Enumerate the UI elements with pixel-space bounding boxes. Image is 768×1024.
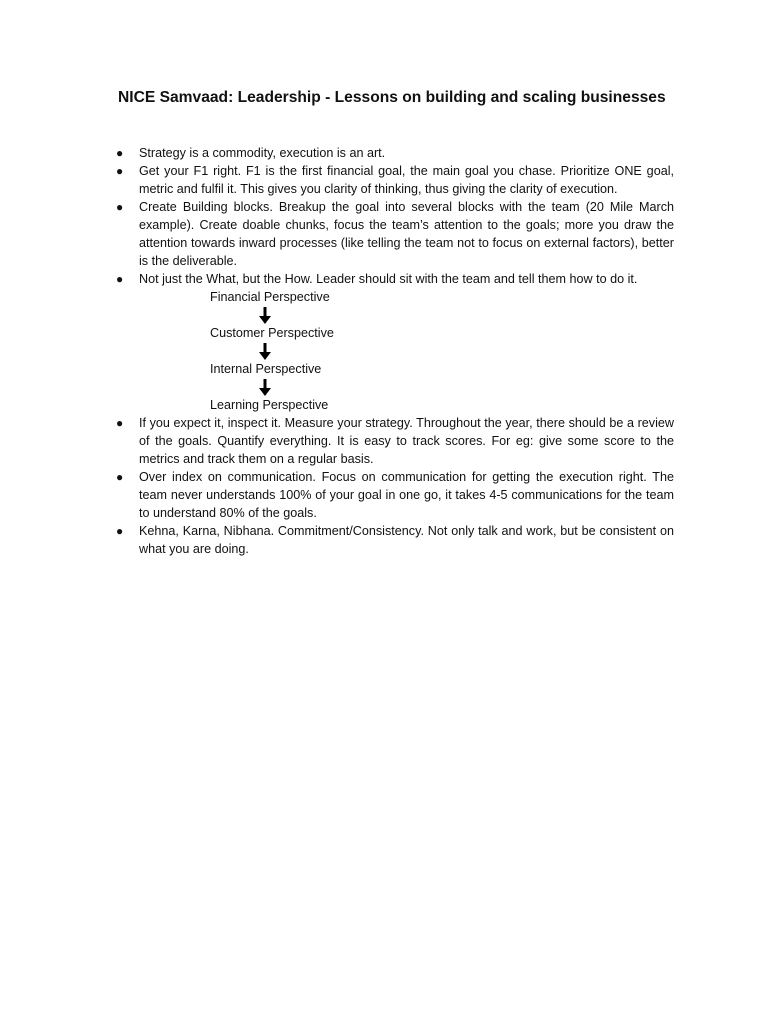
document-title: NICE Samvaad: Leadership - Lessons on building and scaling businesses xyxy=(118,89,666,106)
bullet-item xyxy=(114,468,674,522)
bullet-text: Get your F1 right. F1 is the first financial goal, the main goal you chase. Prioritize ONE goal, metric and fulfil it. This gives you clarity of thinking, thus giving the clarity of execution. xyxy=(139,164,674,196)
bullet-dot-icon: ● xyxy=(116,146,124,160)
bullet-dot-icon: ● xyxy=(116,416,124,430)
flow-step-financial: Financial Perspective xyxy=(210,290,330,304)
bullet-item xyxy=(114,198,674,270)
down-arrow-icon xyxy=(210,306,320,324)
bullet-list xyxy=(114,144,674,558)
down-arrow-icon xyxy=(210,378,320,396)
bullet-dot-icon: ● xyxy=(116,470,124,484)
bullet-text: Not just the What, but the How. Leader should sit with the team and tell them how to do it. xyxy=(139,272,638,286)
bullet-item xyxy=(114,522,674,558)
flow-step-customer: Customer Perspective xyxy=(210,326,334,340)
flow-step-learning: Learning Perspective xyxy=(210,398,329,412)
bullet-dot-icon: ● xyxy=(116,272,124,286)
bullet-text: If you expect it, inspect it. Measure your strategy. Throughout the year, there should be a review of the goals. Quantify everything. It is easy to track scores. For eg: give some score to the metrics and track them on a regular basis. xyxy=(139,416,674,466)
down-arrow-icon xyxy=(210,342,320,360)
bullet-text: Create Building blocks. Breakup the goal into several blocks with the team (20 Mile March example). Create doable chunks, focus the team’s attention to the goals; more you draw the attention towards inward processes (like telling the team not to focus on external factors), better is the deliverable. xyxy=(139,200,674,268)
flow-step-internal: Internal Perspective xyxy=(210,362,322,376)
bullet-item xyxy=(114,144,674,162)
bullet-dot-icon: ● xyxy=(116,164,124,178)
bullet-item xyxy=(114,162,674,198)
bullet-dot-icon: ● xyxy=(116,200,124,214)
bullet-dot-icon: ● xyxy=(116,524,124,538)
bullet-item xyxy=(114,270,674,414)
bullet-item xyxy=(114,414,674,468)
bullet-text: Kehna, Karna, Nibhana. Commitment/Consistency. Not only talk and work, but be consistent on what you are doing. xyxy=(139,524,674,556)
bullet-text: Strategy is a commodity, execution is an art. xyxy=(139,146,386,160)
perspective-flow xyxy=(139,288,674,414)
bullet-text: Over index on communication. Focus on communication for getting the execution right. The team never understands 100% of your goal in one go, it takes 4-5 communications for the team to understand 80% of the goals. xyxy=(139,470,674,520)
